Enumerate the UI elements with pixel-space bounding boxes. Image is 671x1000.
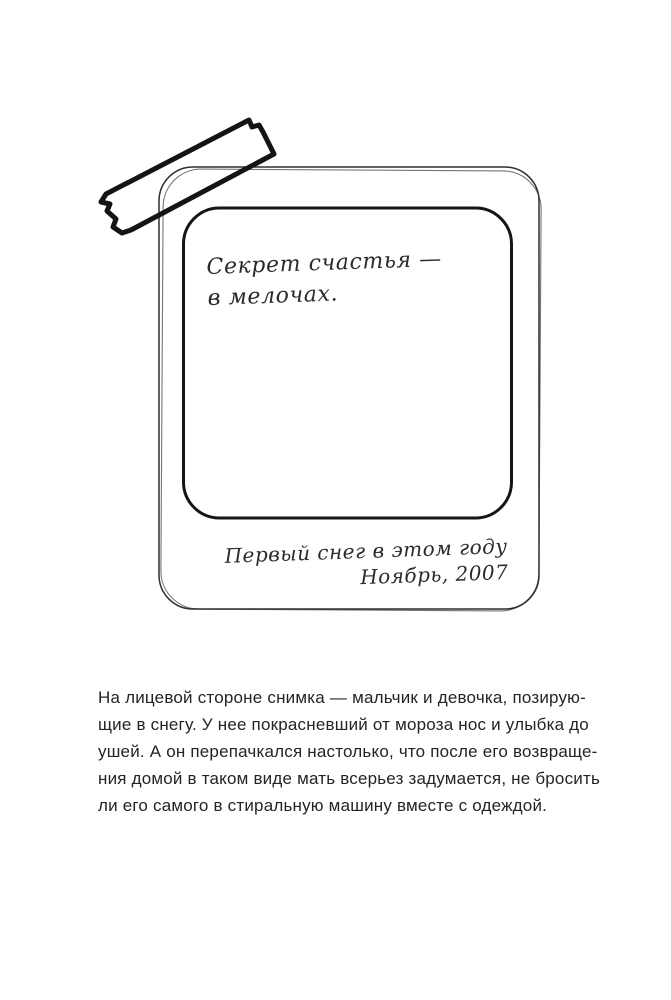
paragraph-line: ли его самого в стиральную машину вместе с одеждой.: [98, 796, 548, 815]
photo-note-line: в мелочах.: [207, 281, 339, 311]
photo-caption-date: Ноябрь, 2007: [359, 559, 509, 590]
paragraph-line: щие в снегу. У нее покрасневший от мороза нос и улыбка до: [98, 715, 589, 734]
paragraph-line: На лицевой стороне снимка — мальчик и девочка, позирую-: [98, 688, 586, 707]
photo-caption-line: Первый снег в этом году: [224, 533, 508, 568]
photo-note-line: Секрет счастья —: [206, 246, 443, 280]
body-paragraph: [98, 684, 601, 819]
photo-note: [206, 244, 443, 314]
photo-caption: [224, 533, 509, 595]
paragraph-line: ушей. А он перепачкался настолько, что после его возвраще-: [98, 742, 598, 761]
paragraph-line: ния домой в таком виде мать всерьез задумается, не бросить: [98, 769, 601, 788]
